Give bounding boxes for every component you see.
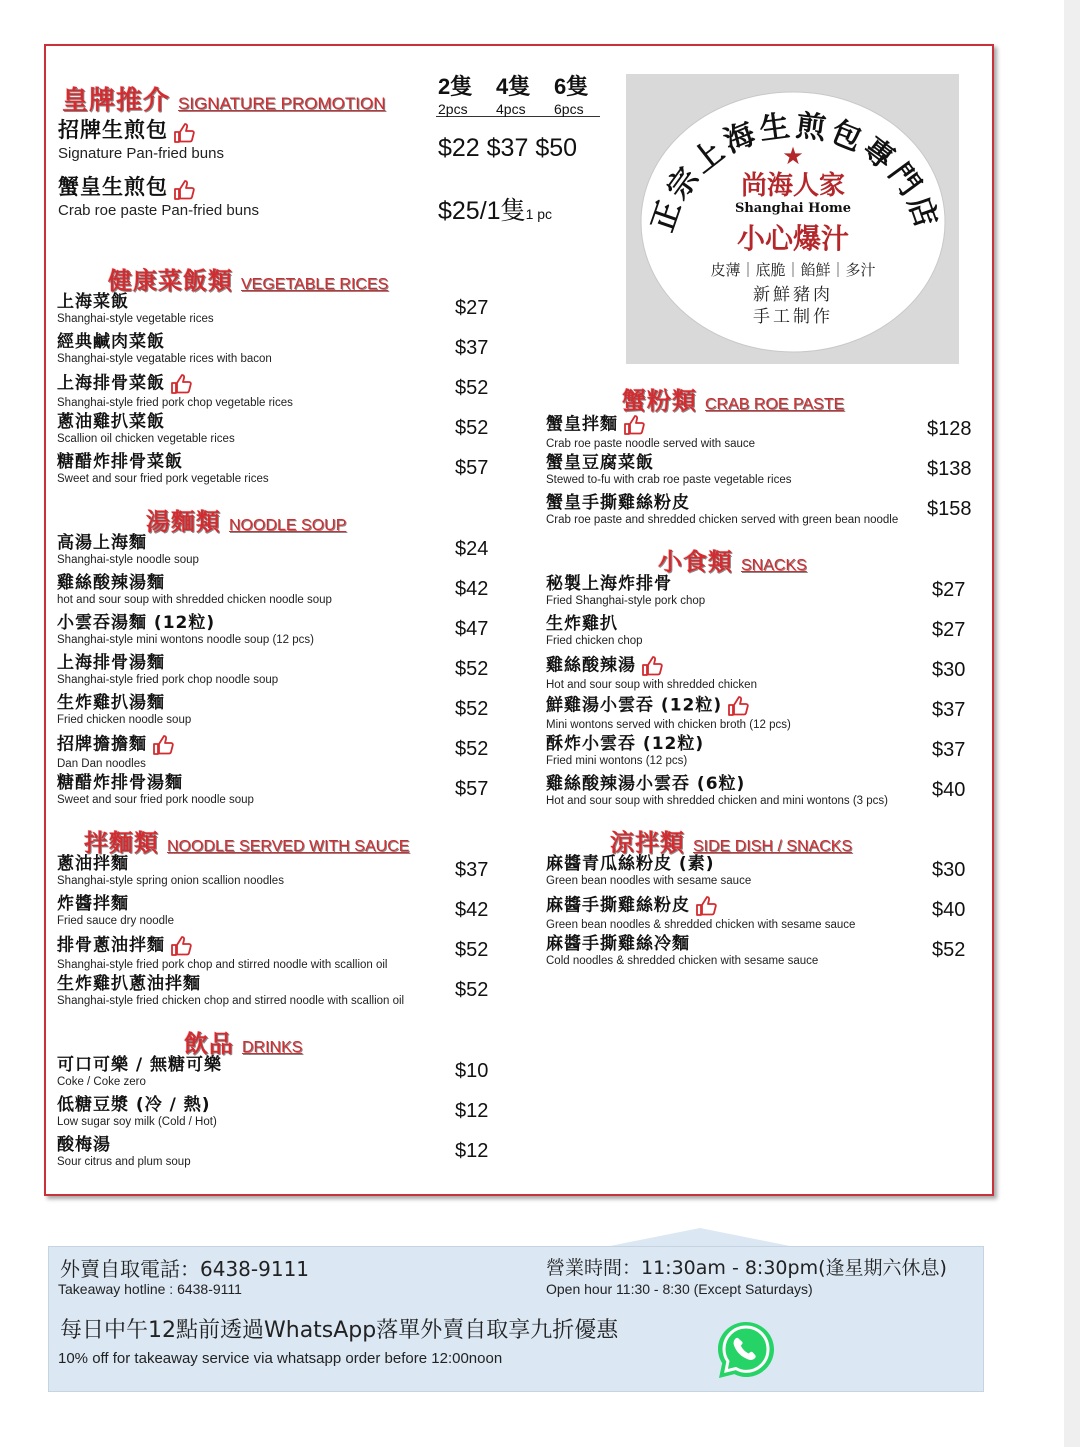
menu-item [546,453,791,488]
page-edge [1064,0,1080,1447]
item-name-zh: 雞絲酸辣湯小雲吞 (6粒) [546,774,746,794]
item-name-zh: 蟹皇拌麵 [546,414,618,435]
item-price: $138 [927,458,972,480]
hours-zh: 營業時間：11:30am - 8:30pm(逢星期六休息) [546,1257,947,1279]
logo-line1: 新鮮豬肉 [753,285,833,305]
item-name-en: hot and sour soup with shredded chicken noodle soup [57,594,332,606]
item-price: $52 [455,698,489,720]
item-price: $27 [932,579,966,601]
logo-ring-text: 正宗上海生煎包專門店 [645,108,945,237]
item-name-zh: 生炸雞扒 [546,614,618,634]
section-title-zh: 小食類 [658,548,733,576]
hotline-en: Takeaway hotline : 6438-9111 [58,1281,242,1297]
menu-item [546,694,791,733]
item-price: $40 [932,899,966,921]
item-price: $10 [455,1060,489,1082]
whatsapp-icon [714,1318,778,1382]
item-price: $22 $37 $50 [438,134,578,162]
menu-item [546,894,855,933]
menu-item [57,332,272,367]
item-name-zh: 雞絲酸辣湯 [546,655,636,676]
shop-logo [626,74,959,364]
menu-item [57,613,314,648]
section-title-en: NOODLE SERVED WITH SAUCE [167,838,410,855]
item-price: $30 [932,659,966,681]
menu-item [546,654,757,693]
item-name-en: Fried sauce dry noodle [57,915,174,927]
item-name-zh: 小雲吞湯麵 (12粒) [57,613,216,633]
item-name-en: Fried chicken noodle soup [57,714,192,726]
item-name-zh: 生炸雞扒蔥油拌麵 [57,974,201,994]
item-name-zh: 酸梅湯 [57,1135,111,1155]
item-name-en: Sweet and sour fried pork noodle soup [57,794,254,806]
item-price: $52 [455,979,489,1001]
item-name-en: Shanghai-style fried pork chop and stirred noodle with scallion oil [57,959,388,971]
qty-label: 6隻 [554,74,589,99]
menu-item [57,372,293,411]
menu-item [546,854,751,889]
section-title-en: SIDE DISH / SNACKS [693,838,853,855]
item-name-en: Sour citrus and plum soup [57,1156,191,1168]
item-name-en: Mini wontons served with chicken broth (12 pcs) [546,719,791,731]
item-price: $37 [455,859,489,881]
thumbs-up-icon [640,654,664,678]
item-name-zh: 上海菜飯 [57,292,129,312]
promo-en: 10% off for takeaway service via whatsapp order before 12:00noon [58,1350,503,1367]
item-name-en: Signature Pan-fried buns [58,144,224,162]
logo-line2: 手工制作 [753,307,833,327]
item-price: $52 [932,939,966,961]
item-name-en: Hot and sour soup with shredded chicken and mini wontons (3 pcs) [546,795,888,807]
item-price: $37 [932,739,966,761]
menu-item [546,934,818,969]
section-signature-header [62,80,386,117]
item-price: $12 [455,1100,489,1122]
hours-en: Open hour 11:30 - 8:30 (Except Saturdays) [546,1281,813,1297]
menu-item [57,412,235,447]
item-name-en: Shanghai-style mini wontons noodle soup (12 pcs) [57,634,314,646]
item-name-zh: 招牌生煎包 [58,118,168,142]
qty-sublabel: 2pcs [438,101,468,117]
item-name-en: Fried mini wontons (12 pcs) [546,755,688,767]
menu-item [57,733,175,772]
section-noodle-soup-header [146,502,346,537]
item-name-zh: 生炸雞扒湯麵 [57,693,165,713]
thumbs-up-icon [172,121,196,145]
menu-item [546,493,898,528]
item-name-zh: 糖醋炸排骨菜飯 [57,452,183,472]
item-price: $128 [927,418,972,440]
item-name-zh: 糖醋炸排骨湯麵 [57,773,183,793]
item-name-zh: 高湯上海麵 [57,533,147,553]
menu-item [57,1055,222,1090]
menu-item [58,174,259,220]
section-title-zh: 拌麵類 [84,829,159,857]
item-price: $27 [455,297,489,319]
logo-features: 皮薄｜底脆｜餡鮮｜多汁 [710,261,876,279]
qty-sublabel: 6pcs [554,101,584,117]
menu-item [58,117,224,163]
section-title-zh: 飲品 [184,1030,234,1058]
item-price: $57 [455,457,489,479]
thumbs-up-icon [726,694,750,718]
item-name-zh: 蟹皇手撕雞絲粉皮 [546,493,690,513]
menu-item [57,1095,217,1130]
item-name-zh: 蔥油拌麵 [57,854,129,874]
item-price: $24 [455,538,489,560]
item-price: $27 [932,619,966,641]
menu-item [546,413,755,452]
item-price: $47 [455,618,489,640]
thumbs-up-icon [694,894,718,918]
section-drinks-header [184,1024,302,1059]
star-icon: ★ [782,142,804,170]
item-name-zh: 雞絲酸辣湯麵 [57,573,165,593]
item-name-en: Shanghai-style spring onion scallion noodles [57,875,284,887]
item-name-en: Green bean noodles with sesame sauce [546,875,752,887]
logo-brand-zh: 尚海人家 [740,171,846,201]
item-price: $52 [455,658,489,680]
item-name-en: Green bean noodles & shredded chicken with sesame sauce [546,919,856,931]
section-title-zh: 湯麵類 [146,508,221,536]
item-name-en: Scallion oil chicken vegetable rices [57,433,235,445]
section-title-zh: 蟹粉類 [622,387,697,415]
section-snacks-header [658,542,807,577]
item-name-zh: 蟹皇生煎包 [58,175,168,199]
menu-item [57,974,404,1009]
item-price: $42 [455,899,489,921]
item-name-zh: 秘製上海炸排骨 [546,574,672,594]
item-name-zh: 上海排骨菜飯 [57,373,165,394]
quantity-header [436,70,600,117]
item-name-zh: 上海排骨湯麵 [57,653,165,673]
qty-sublabel: 4pcs [496,101,526,117]
item-name-zh: 招牌擔擔麵 [57,734,147,755]
item-name-en: Shanghai-style fried chicken chop and stirred noodle with scallion oil [57,995,405,1007]
menu-item [57,854,284,889]
menu-item [57,894,174,929]
item-price: $57 [455,778,489,800]
section-vegetable-rices-header [108,261,388,296]
section-title-en: NOODLE SOUP [229,517,347,534]
thumbs-up-icon [622,413,646,437]
section-side-dish-header [610,823,852,858]
menu-item [57,533,199,568]
thumbs-up-icon [172,178,196,202]
item-name-zh: 排骨蔥油拌麵 [57,935,165,956]
item-name-zh: 經典鹹肉菜飯 [57,332,165,352]
footer-tab-shape [610,1228,790,1246]
qty-col-4 [496,70,530,117]
item-name-zh: 酥炸小雲吞 (12粒) [546,734,705,754]
thumbs-up-icon [151,733,175,757]
item-name-en: Fried Shanghai-style pork chop [546,595,706,607]
item-price: $52 [455,377,489,399]
item-price: $37 [455,337,489,359]
item-price: $52 [455,939,489,961]
item-price: $42 [455,578,489,600]
menu-item [57,773,254,808]
item-price: $12 [455,1140,489,1162]
section-title-en: DRINKS [242,1039,303,1056]
menu-item [57,693,191,728]
item-name-en: Crab roe paste and shredded chicken served with green bean noodle [546,514,899,526]
item-name-zh: 低糖豆漿 (冷 / 熱) [57,1095,211,1115]
promo-zh: 每日中午12點前透過WhatsApp落單外賣自取享九折優惠 [60,1318,619,1343]
menu-item [546,774,888,809]
menu-item [57,573,332,608]
menu-item [57,934,388,973]
item-name-en: Dan Dan noodles [57,758,146,770]
qty-label: 2隻 [438,74,473,99]
qty-col-6 [554,70,588,117]
logo-brand-en: Shanghai Home [734,201,852,216]
hotline-zh: 外賣自取電話：6438-9111 [60,1257,310,1281]
logo-panel [626,74,959,364]
section-title-zh: 皇牌推介 [62,86,171,116]
qty-col-2 [438,70,472,117]
menu-item [57,653,278,688]
menu-item [546,614,643,649]
item-price: $52 [455,738,489,760]
menu-item [546,574,705,609]
menu-item [57,452,269,487]
section-title-zh: 涼拌類 [610,829,685,857]
item-name-en: Hot and sour soup with shredded chicken [546,679,757,691]
item-name-en: Shanghai-style vegatable rices with bacon [57,353,272,365]
section-noodle-sauce-header [84,823,409,858]
section-title-en: VEGETABLE RICES [241,276,389,293]
item-price: $37 [932,699,966,721]
menu-item [57,292,214,327]
item-name-zh: 蟹皇豆腐菜飯 [546,453,654,473]
item-price: $158 [927,498,972,520]
item-name-en: Crab roe paste Pan-fried buns [58,201,259,219]
item-name-zh: 鮮雞湯小雲吞 (12粒) [546,695,723,716]
section-crab-roe-header [622,381,844,416]
item-name-zh: 可口可樂 / 無糖可樂 [57,1055,223,1075]
item-price: $30 [932,859,966,881]
item-name-zh: 麻醬青瓜絲粉皮 (素) [546,854,715,874]
item-price-main: $25/1隻 [438,197,526,225]
thumbs-up-icon [169,372,193,396]
item-name-en: Cold noodles & shredded chicken with sesame sauce [546,955,819,967]
item-name-en: Shanghai-style fried pork chop noodle soup [57,674,279,686]
item-name-zh: 麻醬手撕雞絲粉皮 [546,895,690,916]
item-price-suffix: 1 pc [525,206,553,222]
section-title-zh: 健康菜飯類 [108,267,233,295]
item-name-zh: 麻醬手撕雞絲冷麵 [546,934,690,954]
item-name-zh: 蔥油雞扒菜飯 [57,412,165,432]
menu-item [57,1135,191,1170]
item-name-en: Shanghai-style noodle soup [57,554,199,566]
item-name-en: Stewed to-fu with crab roe paste vegetable rices [546,474,792,486]
item-name-en: Coke / Coke zero [57,1076,146,1088]
thumbs-up-icon [169,934,193,958]
section-title-en: CRAB ROE PASTE [705,396,845,413]
item-name-en: Shanghai-style vegetable rices [57,313,214,325]
item-price [438,191,552,227]
item-name-en: Shanghai-style fried pork chop vegetable rices [57,397,293,409]
logo-slogan: 小心爆汁 [736,222,850,255]
item-name-en: Crab roe paste noodle served with sauce [546,438,756,450]
item-price: $40 [932,779,966,801]
item-name-zh: 炸醬拌麵 [57,894,129,914]
item-name-en: Low sugar soy milk (Cold / Hot) [57,1116,217,1128]
menu-item [546,734,704,769]
item-name-en: Sweet and sour fried pork vegetable rices [57,473,269,485]
item-price: $52 [455,417,489,439]
section-title-en: SIGNATURE PROMOTION [178,94,386,113]
qty-label: 4隻 [496,74,531,99]
item-name-en: Fried chicken chop [546,635,643,647]
section-title-en: SNACKS [741,557,807,574]
